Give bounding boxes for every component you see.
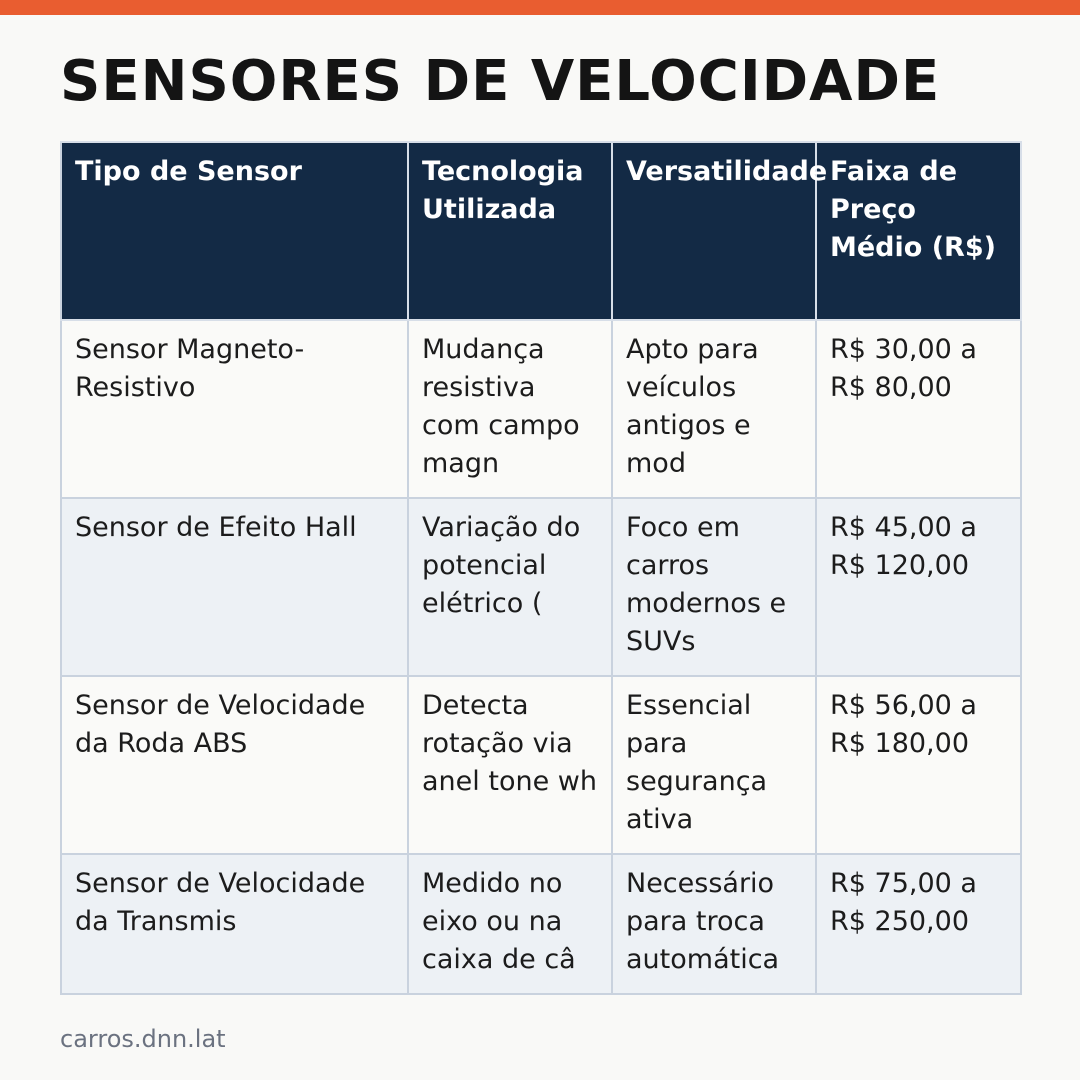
footer-source: carros.dnn.lat xyxy=(60,1025,226,1053)
cell-price-range: R$ 75,00 a R$ 250,00 xyxy=(816,854,1021,994)
cell-technology: Mudança resistiva com campo magn xyxy=(408,320,612,498)
cell-price-range: R$ 30,00 a R$ 80,00 xyxy=(816,320,1021,498)
cell-technology: Detecta rotação via anel tone wh xyxy=(408,676,612,854)
table-body xyxy=(61,320,1021,994)
sensor-comparison-table xyxy=(60,141,1022,995)
table-row xyxy=(61,498,1021,676)
page-title: SENSORES DE VELOCIDADE xyxy=(60,49,941,114)
cell-sensor-type: Sensor Magneto-Resistivo xyxy=(61,320,408,498)
table-header xyxy=(61,142,1021,320)
cell-price-range: R$ 45,00 a R$ 120,00 xyxy=(816,498,1021,676)
cell-sensor-type: Sensor de Velocidade da Roda ABS xyxy=(61,676,408,854)
cell-technology: Medido no eixo ou na caixa de câ xyxy=(408,854,612,994)
column-header-versatility: Versatilidade xyxy=(612,142,816,320)
accent-top-bar xyxy=(0,0,1080,15)
table-header-row xyxy=(61,142,1021,320)
cell-price-range: R$ 56,00 a R$ 180,00 xyxy=(816,676,1021,854)
cell-technology: Variação do potencial elétrico ( xyxy=(408,498,612,676)
column-header-price-range: Faixa de Preço Médio (R$) xyxy=(816,142,1021,320)
cell-versatility: Foco em carros modernos e SUVs xyxy=(612,498,816,676)
cell-sensor-type: Sensor de Velocidade da Transmis xyxy=(61,854,408,994)
table-row xyxy=(61,854,1021,994)
column-header-technology: Tecnologia Utilizada xyxy=(408,142,612,320)
cell-sensor-type: Sensor de Efeito Hall xyxy=(61,498,408,676)
cell-versatility: Necessário para troca automática xyxy=(612,854,816,994)
cell-versatility: Essencial para segurança ativa xyxy=(612,676,816,854)
cell-versatility: Apto para veículos antigos e mod xyxy=(612,320,816,498)
table-row xyxy=(61,320,1021,498)
table-row xyxy=(61,676,1021,854)
column-header-sensor-type: Tipo de Sensor xyxy=(61,142,408,320)
